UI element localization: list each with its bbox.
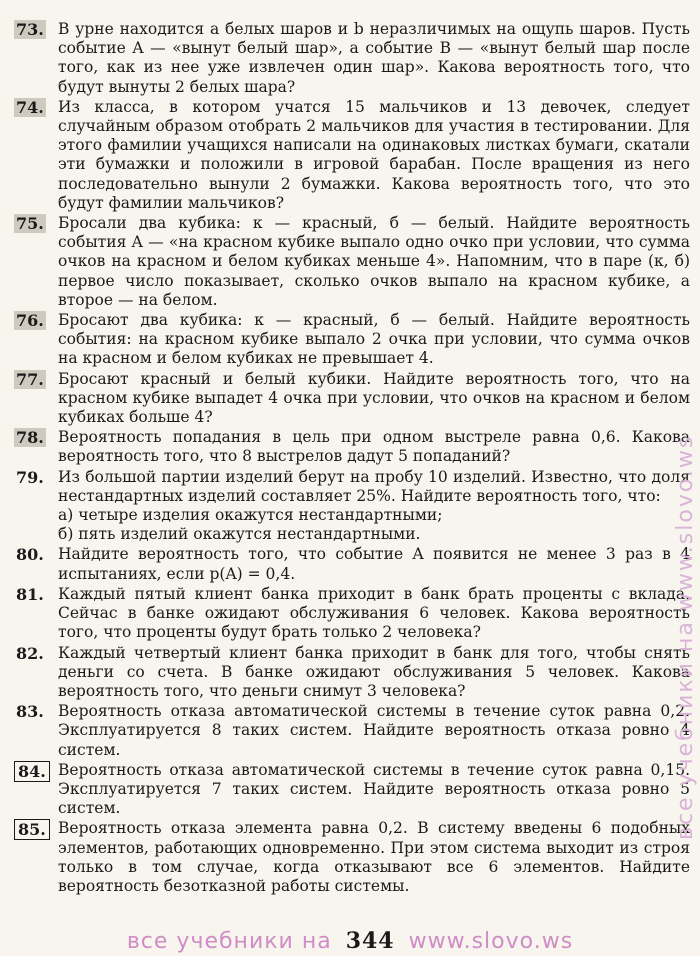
problem-74 — [14, 98, 690, 213]
problem-text: Бросают два кубика: к — красный, б — белый. Найдите вероятность события: на красном кубике выпало 2 очка при условии, что сумма очков на красном и белом кубиках не превышает 4. — [58, 311, 690, 368]
problem-76 — [14, 311, 690, 369]
problem-79 — [14, 468, 690, 545]
problem-73 — [14, 20, 690, 97]
subproblem-b: б) пять изделий окажутся нестандартными. — [58, 525, 421, 544]
problem-85 — [14, 819, 690, 896]
problem-list — [14, 20, 690, 897]
subproblem-a: а) четыре изделия окажутся нестандартными; — [58, 506, 443, 525]
problem-81 — [14, 585, 690, 643]
problem-text: Вероятность попадания в цель при одном выстреле равна 0,6. Какова вероятность того, что 8 выстрелов дадут 5 попаданий? — [58, 428, 690, 466]
problem-84 — [14, 761, 690, 819]
problem-text: В урне находится a белых шаров и b неразличимых на ощупь шаров. Пусть событие A — «вынут белый шар», а событие B — «вынут белый шар после того, как из нее уже извлечен один шар». Какова вероятность того, что будут вынуты 2 белых шара? — [58, 20, 690, 96]
page-footer — [0, 928, 700, 954]
problem-77 — [14, 370, 690, 428]
problem-text: Из класса, в котором учатся 15 мальчиков и 13 девочек, следует случайным образом отобрать 2 мальчиков для участия в тестировании. Для этого фамилии учащихся написали на одинаковых листках бумаги, скатали эти бумажки и положили в игровой барабан. После вращения из него последовательно вынули 2 бумажки. Какова вероятность того, что это будут фамилии мальчиков? — [58, 97, 690, 212]
problem-78 — [14, 428, 690, 466]
problem-number: 85. — [14, 819, 50, 840]
problem-number: 75. — [16, 214, 44, 234]
problem-number: 73. — [16, 20, 44, 39]
problem-text: Из большой партии изделий берут на пробу 10 изделий. Известно, что доля нестандартных изделий составляет 25%. Найдите вероятность того, что: — [58, 467, 690, 505]
problem-number: 79. — [16, 467, 44, 487]
problem-number: 84. — [14, 761, 50, 782]
problem-text: Бросали два кубика: к — красный, б — белый. Найдите вероятность события A — «на красном кубике выпало одно очко при условии, что сумма очков на красном и белом кубиках меньше 4». Напомним, что в паре (к, б) первое число показывает, сколько очков выпало на красном кубике, а второе — на белом. — [58, 214, 690, 309]
problem-number: 83. — [16, 702, 44, 722]
problem-number: 81. — [16, 584, 44, 604]
problem-number: 80. — [16, 545, 44, 565]
side-watermark: все учебники на www.slovo.ws — [673, 434, 698, 840]
problem-number: 82. — [16, 643, 44, 663]
problem-82 — [14, 644, 690, 702]
problem-text: Вероятность отказа автоматической системы в течение суток равна 0,2. Эксплуатируется 8 таких систем. Найдите вероятность отказа ровно 4 систем. — [58, 702, 690, 759]
problem-text: Вероятность отказа автоматической системы в течение суток равна 0,15. Эксплуатируется 7 таких систем. Найдите вероятность отказа ровно 5 систем. — [58, 760, 690, 818]
problem-number: 78. — [16, 428, 44, 448]
problem-number: 76. — [16, 311, 44, 331]
footer-watermark-left: все учебники на — [126, 929, 332, 954]
problem-75 — [14, 214, 690, 310]
problem-text: Найдите вероятность того, что событие A появится не менее 3 раз в 4 испытаниях, если p(A) = 0,4. — [58, 545, 690, 583]
problem-number: 74. — [16, 97, 44, 117]
problem-83 — [14, 702, 690, 760]
problem-80 — [14, 545, 690, 583]
problem-text: Каждый четвертый клиент банка приходит в банк для того, чтобы снять деньги со счета. В банке ожидают обслуживания 5 человек. Какова вероятность того, что деньги снимут 3 человека? — [58, 643, 690, 700]
problem-number: 77. — [16, 369, 44, 389]
problem-text: Вероятность отказа элемента равна 0,2. В систему введены 6 подобных элементов, работающих одновременно. При этом система выходит из строя только в том случае, когда отказывают все 6 элементов. Найдите вероятность безотказной работы системы. — [58, 819, 690, 895]
problem-text: Каждый пятый клиент банка приходит в банк брать проценты с вклада. Сейчас в банке ожидают обслуживания 6 человек. Какова вероятность того, что проценты будут брать только 2 человека? — [58, 584, 690, 642]
page-number: 344 — [345, 928, 395, 954]
problem-text: Бросают красный и белый кубики. Найдите вероятность того, что на красном кубике выпадет 4 очка при условии, что очков на красном и белом кубиках больше 4? — [58, 369, 690, 427]
footer-watermark-right: www.slovo.ws — [408, 929, 574, 954]
